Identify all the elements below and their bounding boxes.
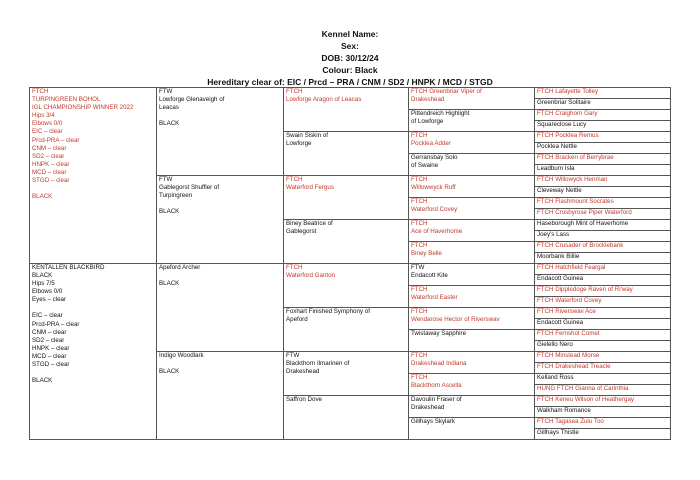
pedigree-entry: Gillhays Thistle <box>537 429 579 436</box>
pedigree-entry: FTCH Crosbyrose Piper Waterford <box>537 209 632 216</box>
pedigree-entry: Endacott Guinea <box>537 319 584 326</box>
pedigree-entry: Drakeshead <box>411 404 445 412</box>
pedigree-entry: Gablegorst Shuffler of <box>159 184 220 192</box>
gen5-ancestor-cell <box>535 231 671 242</box>
pedigree-entry: FTCH Tagasea Zulu Too <box>537 418 604 425</box>
pedigree-entry: BLACK <box>32 193 53 201</box>
pedigree-entry: Davoulin Fraser of <box>411 396 462 403</box>
pedigree-entry: Gerransbay Solo <box>411 154 458 161</box>
great-grandparent-cell <box>284 308 409 352</box>
pedigree-entry: Lowforge Aragon of Leacas <box>286 96 362 104</box>
gen4-ancestor-cell <box>409 374 535 396</box>
gen5-ancestor-cell <box>535 418 671 429</box>
gen4-ancestor-cell <box>409 308 535 330</box>
pedigree-entry: Pittendreich Highlight <box>411 110 470 117</box>
gen5-ancestor-cell <box>535 275 671 286</box>
gen5-ancestor-cell <box>535 165 671 176</box>
pedigree-entry: Waterford Ganton <box>286 272 335 280</box>
pedigree-entry: FTW <box>411 264 425 271</box>
pedigree-entry: FTCH <box>411 176 428 183</box>
pedigree-entry: Hips 7/5 <box>32 280 55 288</box>
pedigree-entry: FTCH <box>411 352 428 359</box>
pedigree-entry: FTCH <box>286 176 303 183</box>
gen5-ancestor-cell <box>535 99 671 110</box>
pedigree-entry: FTCH Pocklea Remus <box>537 132 599 139</box>
pedigree-entry: Pocklea Adder <box>411 140 451 148</box>
pedigree-entry: FTCH Fernshot Comet <box>537 330 600 337</box>
pedigree-entry: FTCH Crusader of Brocklebank <box>537 242 624 249</box>
gen5-ancestor-cell <box>535 209 671 220</box>
pedigree-entry: BLACK <box>159 368 180 376</box>
pedigree-entry: Cleveway Nettle <box>537 187 582 194</box>
gen4-ancestor-cell <box>409 330 535 352</box>
pedigree-row <box>30 264 671 275</box>
pedigree-entry: BLACK <box>159 120 180 128</box>
gen5-ancestor-cell <box>535 407 671 418</box>
gen5-ancestor-cell <box>535 341 671 352</box>
pedigree-entry: Apeford <box>286 316 308 324</box>
pedigree-entry: Pocklea Nettle <box>537 143 577 150</box>
pedigree-entry: FTW <box>159 88 173 95</box>
great-grandparent-cell <box>284 132 409 176</box>
pedigree-entry: Twistaway Sapphire <box>411 330 467 337</box>
pedigree-entry: FTCH <box>411 286 428 293</box>
pedigree-entry: FTCH Riverswav Ace <box>537 308 596 315</box>
pedigree-entry: Gillhays Skylark <box>411 418 456 425</box>
pedigree-entry: MCD – clear <box>32 168 67 176</box>
pedigree-entry: FTCH <box>411 220 428 227</box>
pedigree-entry: Biney Belle <box>411 250 442 258</box>
gen5-ancestor-cell <box>535 187 671 198</box>
pedigree-entry: FTCH Waterford Covey <box>537 297 602 304</box>
gen5-ancestor-cell <box>535 264 671 275</box>
pedigree-entry: Blackthorn Ilmarinen of <box>286 360 350 368</box>
pedigree-entry: Kelland Ross <box>537 374 574 381</box>
pedigree-entry: FTCH <box>286 88 303 95</box>
pedigree-entry: Apeford Archer <box>159 264 201 271</box>
pedigree-entry: EIC – clear <box>32 312 63 320</box>
pedigree-entry: FTCH <box>411 308 428 315</box>
pedigree-entry: Greenbriar Solitaire <box>537 99 591 106</box>
great-grandparent-cell <box>284 396 409 440</box>
pedigree-entry: Gielello Nero <box>537 341 573 348</box>
great-grandparent-cell <box>284 176 409 220</box>
gen5-ancestor-cell <box>535 121 671 132</box>
gen5-ancestor-cell <box>535 88 671 99</box>
pedigree-entry: KENTALLEN BLACKBIRD <box>32 264 105 271</box>
pedigree-entry: Indigo Woodlark <box>159 352 204 359</box>
pedigree-entry: Drakeshead <box>286 368 320 376</box>
pedigree-entry: BLACK <box>159 280 180 288</box>
gen4-ancestor-cell <box>409 242 535 264</box>
pedigree-entry: MCD – clear <box>32 352 67 360</box>
pedigree-entry: STGD – clear <box>32 177 70 185</box>
pedigree-entry: FTCH Craighorn Gary <box>537 110 598 117</box>
gen5-ancestor-cell <box>535 363 671 374</box>
gen5-ancestor-cell <box>535 297 671 308</box>
gen4-ancestor-cell <box>409 198 535 220</box>
pedigree-entry: CNM – clear <box>32 144 67 152</box>
gen4-ancestor-cell <box>409 286 535 308</box>
gen4-ancestor-cell <box>409 396 535 418</box>
pedigree-entry: IGL CHAMPIONSHIP WINNER 2022 <box>32 104 134 112</box>
grandparent-cell <box>157 88 284 176</box>
grandparent-cell <box>157 176 284 264</box>
gen5-ancestor-cell <box>535 374 671 385</box>
pedigree-entry: Swain Siskin of <box>286 132 328 139</box>
pedigree-entry: Drakeshead Indiana <box>411 360 467 368</box>
great-grandparent-cell <box>284 352 409 396</box>
colour: Colour: Black <box>322 65 378 75</box>
gen4-ancestor-cell <box>409 418 535 440</box>
pedigree-entry: FTCH Flashmount Socrates <box>537 198 614 205</box>
pedigree-entry: Elbows 0/0 <box>32 120 63 128</box>
pedigree-entry: EIC – clear <box>32 128 63 136</box>
pedigree-entry: Eyes – clear <box>32 296 67 304</box>
pedigree-entry: FTCH Hatchfield Feargal <box>537 264 606 271</box>
hereditary-clear: Hereditary clear of: EIC / Prcd – PRA / CNM / SD2 / HNPK / MCD / STGD <box>207 77 493 87</box>
pedigree-entry: Turpingreen <box>159 192 193 200</box>
gen4-ancestor-cell <box>409 110 535 132</box>
pedigree-entry: FTCH Dippledoge Raven of Ri'way <box>537 286 633 293</box>
pedigree-entry: SD2 – clear <box>32 152 65 160</box>
pedigree-entry: CNM – clear <box>32 328 67 336</box>
pedigree-entry: Willowwyck Ruff <box>411 184 456 192</box>
pedigree-entry: Hips 3/4 <box>32 112 55 120</box>
pedigree-entry: Drakeshead <box>411 96 445 104</box>
pedigree-entry: FTCH <box>411 198 428 205</box>
grandparent-cell <box>157 352 284 440</box>
pedigree-entry: Prcd-PRA – clear <box>32 136 80 144</box>
gen5-ancestor-cell <box>535 220 671 231</box>
pedigree-entry: Leadburn Isla <box>537 165 575 172</box>
pedigree-entry: Biney Beatrice of <box>286 220 333 227</box>
gen4-ancestor-cell <box>409 264 535 286</box>
pedigree-header <box>0 28 700 88</box>
gen5-ancestor-cell <box>535 352 671 363</box>
pedigree-entry: FTCH <box>286 264 303 271</box>
pedigree-entry: Waterford Fergus <box>286 184 334 192</box>
pedigree-entry: Moorbank Billie <box>537 253 580 260</box>
gen5-ancestor-cell <box>535 198 671 209</box>
gen4-ancestor-cell <box>409 220 535 242</box>
great-grandparent-cell <box>284 88 409 132</box>
gen5-ancestor-cell <box>535 330 671 341</box>
pedigree-entry: Walkham Romance <box>537 407 591 414</box>
pedigree-entry: FTCH Keneu Wilson of Heathergay <box>537 396 634 403</box>
gen5-ancestor-cell <box>535 429 671 440</box>
pedigree-entry: Lowforge Glenaveigh of <box>159 96 225 104</box>
pedigree-entry: TURPINGREEN BOHOL <box>32 96 101 104</box>
gen5-ancestor-cell <box>535 396 671 407</box>
gen5-ancestor-cell <box>535 253 671 264</box>
pedigree-entry: SD2 – clear <box>32 336 65 344</box>
pedigree-entry: Prcd-PRA – clear <box>32 320 80 328</box>
gen5-ancestor-cell <box>535 319 671 330</box>
sire-cell <box>30 88 157 264</box>
pedigree-entry: FTCH Drakeshead Treacle <box>537 363 611 370</box>
pedigree-entry: FTCH <box>32 88 49 95</box>
pedigree-entry: of Swaine <box>411 162 439 170</box>
gen5-ancestor-cell <box>535 308 671 319</box>
pedigree-entry: Lowforge <box>286 140 312 148</box>
gen4-ancestor-cell <box>409 88 535 110</box>
pedigree-entry: FTCH <box>411 242 428 249</box>
pedigree-entry: FTCH Willowyck Henman <box>537 176 608 183</box>
pedigree-entry: FTCH Greenbriar Viper of <box>411 88 482 95</box>
pedigree-entry: Blackthorn Ascella <box>411 382 462 390</box>
pedigree-entry: BLACK <box>32 272 53 280</box>
gen4-ancestor-cell <box>409 352 535 374</box>
pedigree-entry: Squareclose Lucy <box>537 121 587 128</box>
pedigree-entry: Endacott Guinea <box>537 275 584 282</box>
gen4-ancestor-cell <box>409 154 535 176</box>
pedigree-entry: Foxhart Finished Symphony of <box>286 308 370 315</box>
pedigree-entry: HNPK – clear <box>32 160 70 168</box>
pedigree-entry: Waterford Covey <box>411 206 458 214</box>
pedigree-entry: FTCH <box>411 374 428 381</box>
pedigree-entry: Joey's Lass <box>537 231 570 238</box>
pedigree-table <box>29 87 671 440</box>
dam-cell <box>30 264 157 440</box>
pedigree-entry: Haseborough Mint of Haverhome <box>537 220 629 227</box>
pedigree-entry: Waterford Easter <box>411 294 458 302</box>
great-grandparent-cell <box>284 264 409 308</box>
pedigree-entry: FTCH Lafayette Tolley <box>537 88 599 95</box>
pedigree-entry: FTCH Bracken of Berrybrae <box>537 154 614 161</box>
gen4-ancestor-cell <box>409 132 535 154</box>
great-grandparent-cell <box>284 220 409 264</box>
gen5-ancestor-cell <box>535 110 671 121</box>
gen4-ancestor-cell <box>409 176 535 198</box>
grandparent-cell <box>157 264 284 352</box>
gen5-ancestor-cell <box>535 242 671 253</box>
pedigree-entry: FTCH <box>411 132 428 139</box>
pedigree-entry: Leacas <box>159 104 179 112</box>
gen5-ancestor-cell <box>535 132 671 143</box>
pedigree-entry: FTW <box>286 352 300 359</box>
pedigree-entry: Endacott Kite <box>411 272 448 280</box>
dob: DOB: 30/12/24 <box>321 53 379 63</box>
kennel-name: Kennel Name: <box>321 29 379 39</box>
gen5-ancestor-cell <box>535 143 671 154</box>
pedigree-entry: FTCH Minstead Morse <box>537 352 600 359</box>
pedigree-entry: of Lowforge <box>411 118 444 126</box>
pedigree-entry: Saffron Dove <box>286 396 323 403</box>
pedigree-entry: FTW <box>159 176 173 183</box>
pedigree-entry: BLACK <box>159 208 180 216</box>
pedigree-entry: Gablegorst <box>286 228 317 236</box>
pedigree-entry: Elbows 0/0 <box>32 288 63 296</box>
pedigree-entry: HUNG FTCH Gianna of Carinthia <box>537 385 629 392</box>
gen5-ancestor-cell <box>535 286 671 297</box>
gen5-ancestor-cell <box>535 176 671 187</box>
pedigree-entry: Wendarose Hector of Riverswav <box>411 316 500 324</box>
pedigree-entry: HNPK – clear <box>32 344 70 352</box>
gen5-ancestor-cell <box>535 385 671 396</box>
pedigree-entry: STGD – clear <box>32 361 70 369</box>
pedigree-row <box>30 88 671 99</box>
pedigree-entry: Ace of Haverhome <box>411 228 463 236</box>
sex: Sex: <box>341 41 359 51</box>
pedigree-entry: BLACK <box>32 377 53 385</box>
gen5-ancestor-cell <box>535 154 671 165</box>
